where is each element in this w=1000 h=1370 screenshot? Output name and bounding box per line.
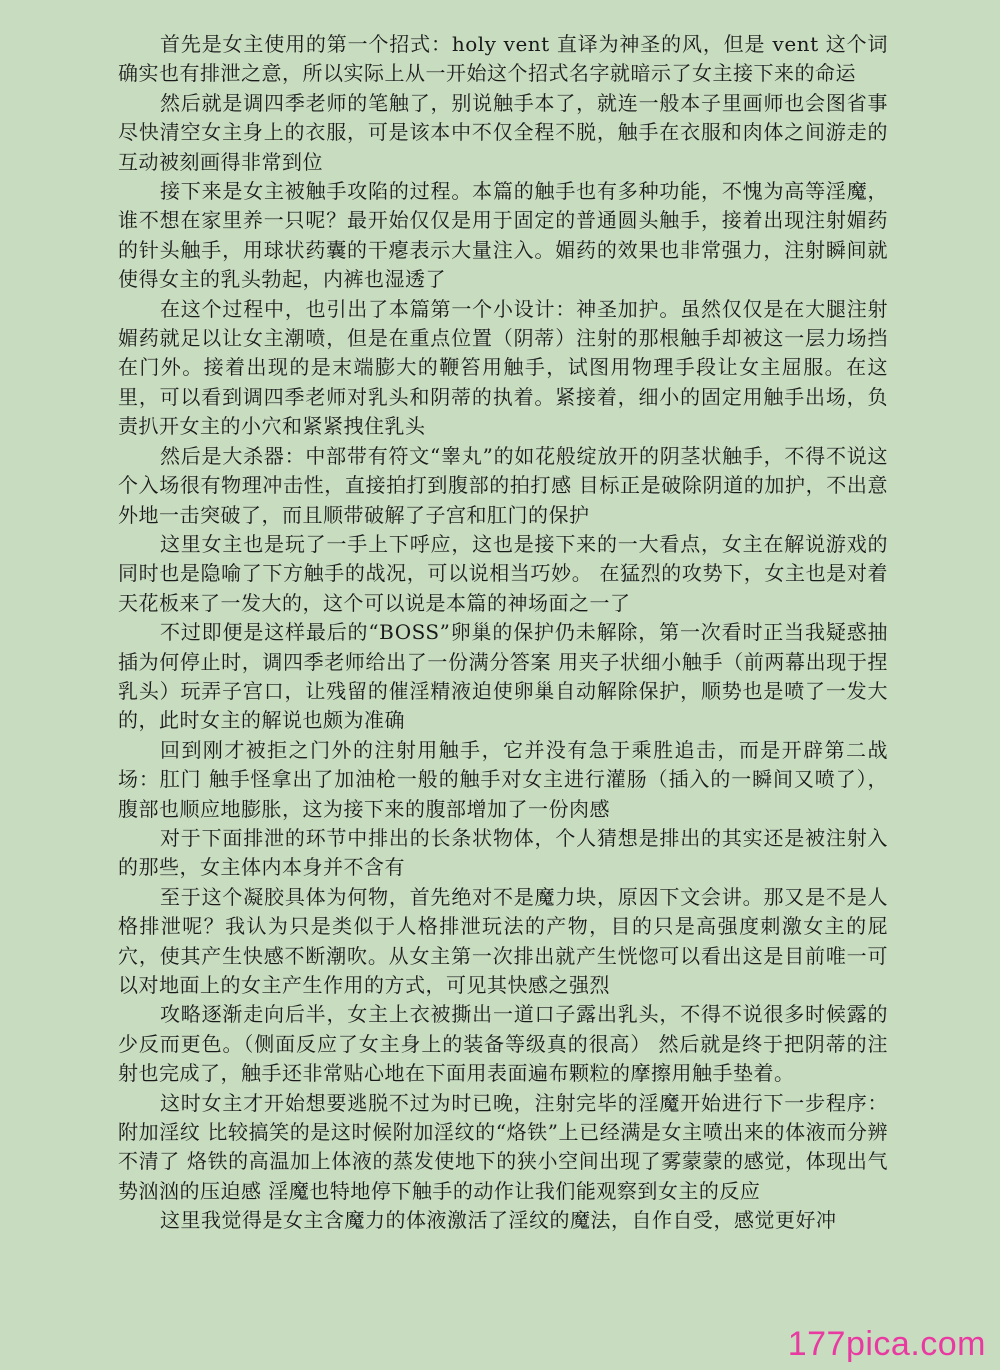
paragraph-8: 回到刚才被拒之门外的注射用触手，它并没有急于乘胜追击，而是开辟第二战场：肛门 触手怪拿出了加油枪一般的触手对女主进行灌肠（插入的一瞬间又喷了），腹部也顺应地膨胀，这为接下来的腹部增加了一份肉感 [118,737,888,821]
paragraph-11: 攻略逐渐走向后半，女主上衣被撕出一道口子露出乳头，不得不说很多时候露的少反而更色。（侧面反应了女主身上的装备等级真的很高） 然后就是终于把阴蒂的注射也完成了，触手还非常贴心地在下面用表面遍布颗粒的摩擦用触手垫着。 [118,1002,888,1086]
site-watermark: 177pica.com [787,1325,986,1363]
paragraph-4: 在这个过程中，也引出了本篇第一个小设计：神圣加护。虽然仅仅是在大腿注射媚药就足以让女主潮喷，但是在重点位置（阴蒂）注射的那根触手却被这一层力场挡在门外。接着出现的是末端膨大的鞭笞用触手，试图用物理手段让女主屈服。在这里，可以看到调四季老师对乳头和阴蒂的执着。紧接着，细小的固定用触手出场，负责扒开女主的小穴和紧紧拽住乳头 [118,296,888,439]
paragraph-1: 首先是女主使用的第一个招式：holy vent 直译为神圣的风，但是 vent 这个词确实也有排泄之意，所以实际上从一开始这个招式名字就暗示了女主接下来的命运 [118,32,888,86]
paragraph-12: 这时女主才开始想要逃脱不过为时已晚，注射完毕的淫魔开始进行下一步程序：附加淫纹 比较搞笑的是这时候附加淫纹的“烙铁”上已经满是女主喷出来的体液而分辨不清了 烙铁的高温加上体液的蒸发使地下的狭小空间出现了雾蒙蒙的感觉，体现出气势汹汹的压迫感 淫魔也特地停下触手的动作让我们能观察到女主的反应 [118,1090,888,1203]
paragraph-7: 不过即便是这样最后的“BOSS”卵巢的保护仍未解除，第一次看时正当我疑惑抽插为何停止时，调四季老师给出了一份满分答案 用夹子状细小触手（前两幕出现于捏乳头）玩弄子宫口，让残留的催淫精液迫使卵巢自动解除保护，顺势也是喷了一发大的，此时女主的解说也颇为准确 [118,620,888,733]
article-body [118,30,888,1236]
paragraph-10: 至于这个凝胶具体为何物，首先绝对不是魔力块，原因下文会讲。那又是不是人格排泄呢？我认为只是类似于人格排泄玩法的产物，目的只是高强度刺激女主的屁穴，使其产生快感不断潮吹。从女主第一次排出就产生恍惚可以看出这是目前唯一可以对地面上的女主产生作用的方式，可见其快感之强烈 [118,884,888,997]
paragraph-5: 然后是大杀器：中部带有符文“睾丸”的如花般绽放开的阴茎状触手，不得不说这个入场很有物理冲击性，直接拍打到腹部的拍打感 目标正是破除阴道的加护，不出意外地一击突破了，而且顺带破解了子宫和肛门的保护 [118,443,888,527]
paragraph-13: 这里我觉得是女主含魔力的体液激活了淫纹的魔法，自作自受，感觉更好冲 [160,1208,837,1233]
paragraph-3: 接下来是女主被触手攻陷的过程。本篇的触手也有多种功能，不愧为高等淫魔，谁不想在家里养一只呢？最开始仅仅是用于固定的普通圆头触手，接着出现注射媚药的针头触手，用球状药囊的干瘪表示大量注入。媚药的效果也非常强力，注射瞬间就使得女主的乳头勃起，内裤也湿透了 [118,179,888,292]
paragraph-6: 这里女主也是玩了一手上下呼应，这也是接下来的一大看点，女主在解说游戏的同时也是隐喻了下方触手的战况，可以说相当巧妙。 在猛烈的攻势下，女主也是对着天花板来了一发大的，这个可以说是本篇的神场面之一了 [118,531,888,615]
paragraph-9: 对于下面排泄的环节中排出的长条状物体，个人猜想是排出的其实还是被注射入的那些，女主体内本身并不含有 [118,825,888,880]
paragraph-2: 然后就是调四季老师的笔触了，别说触手本了，就连一般本子里画师也会图省事尽快清空女主身上的衣服，可是该本中不仅全程不脱，触手在衣服和肉体之间游走的互动被刻画得非常到位 [118,90,888,174]
